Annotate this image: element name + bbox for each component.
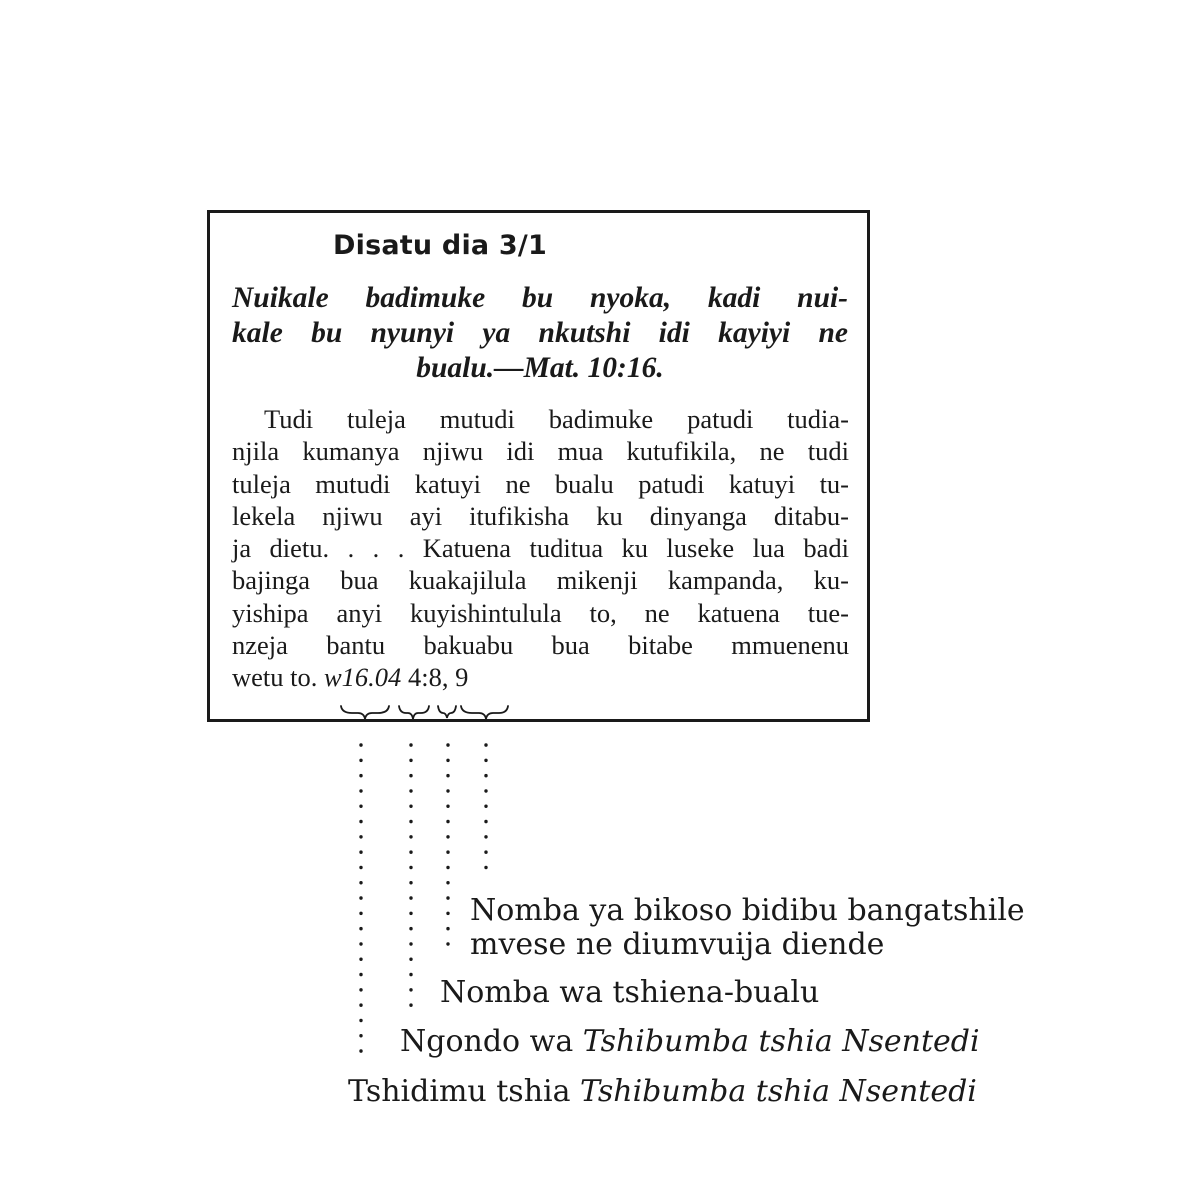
- label-issue-year: [348, 1075, 977, 1109]
- reference-publication: w16.04: [324, 662, 402, 693]
- comment-line: njila kumanya njiwu idi mua kutufikila, ne tudi: [232, 436, 849, 467]
- theme-scripture: [232, 281, 848, 386]
- label-paragraph-numbers: [470, 894, 1025, 962]
- reference-article-page: 4:: [407, 662, 429, 693]
- comment-line: lekela njiwu ayi itufikisha ku dinyanga ditabu-: [232, 500, 849, 531]
- comment-line: bajinga bua kuakajilula mikenji kampanda, ku-: [232, 565, 849, 596]
- scripture-line: bualu.—Mat. 10:16.: [416, 352, 664, 384]
- last-line-text: wetu to.: [232, 662, 324, 693]
- label-article-number: Nomba wa tshiena-bualu: [440, 975, 820, 1010]
- daily-text-date: Disatu dia 3/1: [333, 230, 547, 261]
- comment-line: tuleja mutudi katuyi ne bualu patudi katuyi tu-: [232, 468, 849, 499]
- label-issue-month: [400, 1025, 980, 1059]
- comment-line: nzeja bantu bakuabu bua bitabe mmuenenu: [232, 630, 849, 661]
- label-line: Nomba ya bikoso bidibu bangatshile: [470, 893, 1025, 928]
- reference-paragraphs: 8, 9: [428, 662, 469, 693]
- label-month-title: Tshibumba tshia Nsentedi: [582, 1024, 980, 1059]
- comment-line: ja dietu. . . . Katuena tuditua ku luseke lua badi: [232, 533, 849, 564]
- label-month-prefix: Ngondo wa: [400, 1024, 583, 1059]
- comment-line: yishipa anyi kuyishintulula to, ne katuena tue-: [232, 597, 849, 628]
- comment-line: Tudi tuleja mutudi badimuke patudi tudia-: [264, 404, 849, 434]
- scripture-line: Nuikale badimuke bu nyoka, kadi nui-: [232, 282, 848, 314]
- comment-paragraph: [232, 403, 849, 694]
- comment-last-line: [232, 661, 849, 693]
- scripture-line: kale bu nyunyi ya nkutshi idi kayiyi ne: [232, 317, 848, 349]
- label-year-prefix: Tshidimu tshia: [348, 1074, 581, 1109]
- label-line: mvese ne diumvuija diende: [470, 927, 885, 962]
- label-year-title: Tshibumba tshia Nsentedi: [580, 1074, 977, 1109]
